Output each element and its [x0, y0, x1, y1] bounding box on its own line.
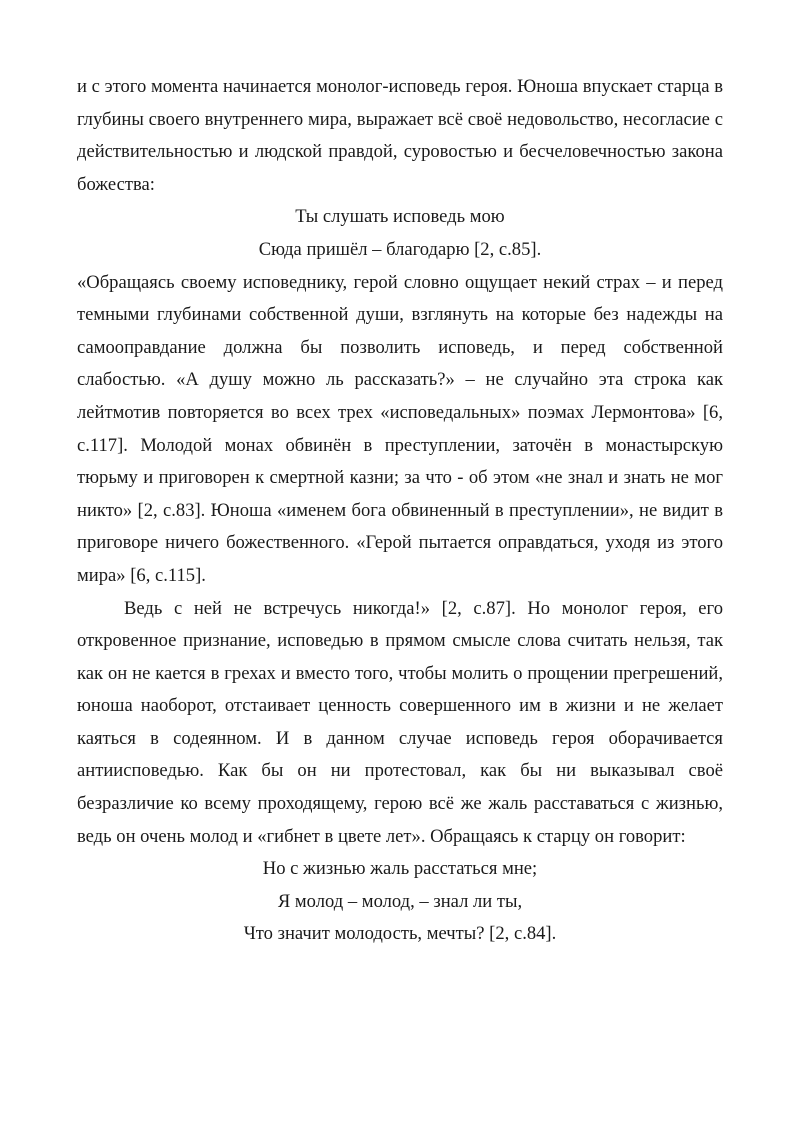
verse-quote-2: [77, 853, 723, 951]
paragraph-2: «Обращаясь своему исповеднику, герой словно ощущает некий страх – и перед темными глубинами собственной души, взглянуть на которые без надежды на самооправдание должна бы позволить исповедь, и перед собственной слабостью. «А душу можно ль рассказать?» – не случайно эта строка как лейтмотив повторяется во всех трех «исповедальных» поэмах Лермонтова» [6, с.117]. Молодой монах обвинён в преступлении, заточён в монастырскую тюрьму и приговорен к смертной казни; за что - об этом «не знал и знать не мог никто» [2, с.83]. Юноша «именем бога обвиненный в преступлении», не видит в приговоре ничего божественного. «Герой пытается оправдаться, уходя из этого мира» [6, с.115].: [77, 271, 723, 586]
verse-line: Ты слушать исповедь мою: [295, 206, 505, 228]
verse-line: Но с жизнью жаль расстаться мне;: [262, 858, 538, 880]
paragraph-1: и с этого момента начинается монолог-исповедь героя. Юноша впускает старца в глубины своего внутреннего мира, выражает всё своё недовольство, несогласие с действительностью и людской правдой, суровостью и бесчеловечностью закона божества:: [77, 76, 723, 195]
verse-quote-1: [77, 201, 723, 266]
verse-line: Я молод – молод, – знал ли ты,: [277, 890, 523, 912]
paragraph-3: Ведь с ней не встречусь никогда!» [2, с.87]. Но монолог героя, его откровенное признание, исповедью в прямом смысле слова считать нельзя, так как он не кается в грехах и вместо того, чтобы молить о прощении прегрешений, юноша наоборот, отстаивает ценность совершенного им в жизни и не желает каяться в содеянном. И в данном случае исповедь героя оборачивается антиисповедью. Как бы он ни протестовал, как бы ни выказывал своё безразличие ко всему проходящему, герою всё же жаль расставаться с жизнью, ведь он очень молод и «гибнет в цвете лет». Обращаясь к старцу он говорит:: [77, 597, 723, 847]
verse-line: Что значит молодость, мечты? [2, с.84].: [243, 923, 557, 945]
document-body: [77, 71, 723, 951]
verse-line: Сюда пришёл – благодарю [2, с.85].: [258, 238, 542, 260]
